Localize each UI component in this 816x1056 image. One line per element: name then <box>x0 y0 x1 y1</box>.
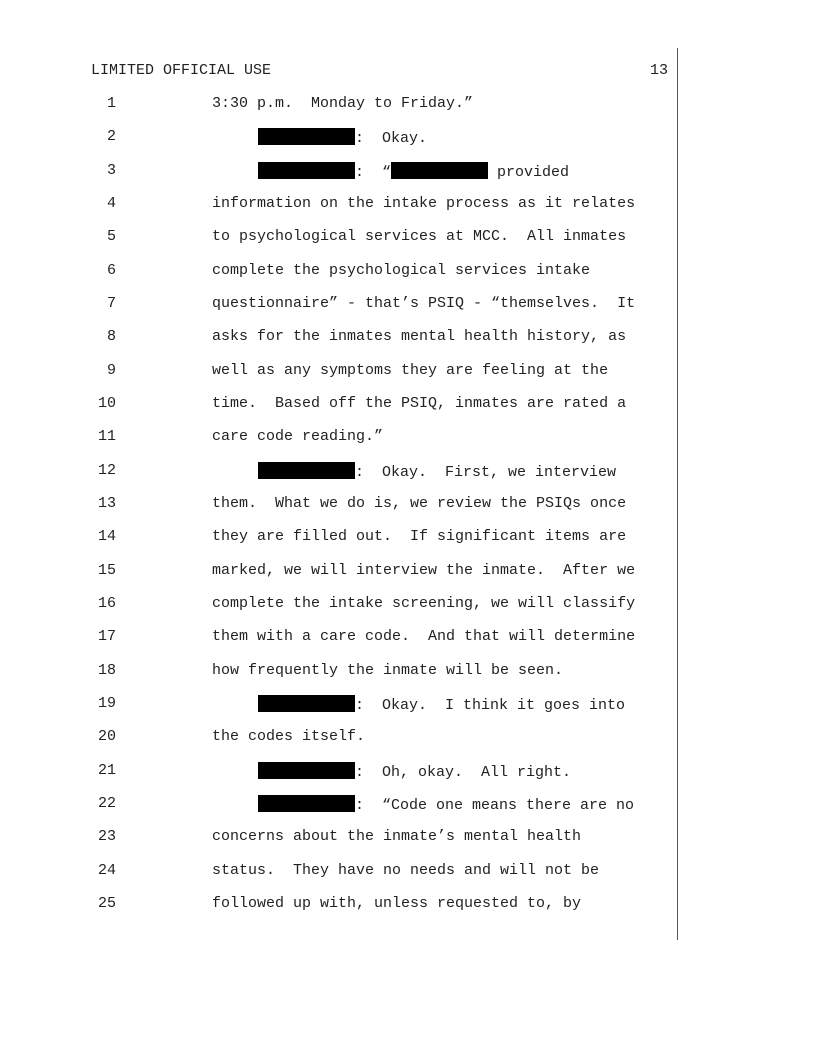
transcript-line <box>0 662 676 682</box>
transcript-line <box>0 362 676 382</box>
line-text: complete the intake screening, we will classify <box>212 595 636 612</box>
line-text: followed up with, unless requested to, by <box>212 895 582 912</box>
transcript-line <box>0 95 676 115</box>
line-number: 5 <box>106 228 116 245</box>
line-number: 3 <box>106 162 116 179</box>
line-number: 7 <box>106 295 116 312</box>
line-number: 8 <box>106 328 116 345</box>
line-text: time. Based off the PSIQ, inmates are rated a <box>212 395 627 412</box>
line-number: 6 <box>106 262 116 279</box>
line-number: 24 <box>97 862 116 879</box>
page-number: 13 <box>649 62 668 79</box>
transcript-line <box>0 128 676 148</box>
line-number: 14 <box>97 528 116 545</box>
line-text: asks for the inmates mental health history, as <box>212 328 627 345</box>
line-number: 13 <box>97 495 116 512</box>
transcript-line <box>0 195 676 215</box>
line-text: information on the intake process as it relates <box>212 195 636 212</box>
line-text: : “ <box>355 164 392 181</box>
speaker-line <box>258 762 571 781</box>
transcript-line <box>0 695 676 715</box>
redacted-speaker-name <box>258 795 355 812</box>
line-number: 18 <box>97 662 116 679</box>
transcript-line <box>0 762 676 782</box>
line-number: 9 <box>106 362 116 379</box>
redacted-speaker-name <box>258 695 355 712</box>
classification-header: LIMITED OFFICIAL USE <box>91 62 272 79</box>
speaker-line <box>258 795 634 814</box>
line-number: 12 <box>97 462 116 479</box>
line-number: 22 <box>97 795 116 812</box>
line-text: 3:30 p.m. Monday to Friday.” <box>212 95 474 112</box>
line-number: 10 <box>97 395 116 412</box>
redacted-speaker-name <box>258 462 355 479</box>
transcript-line <box>0 395 676 415</box>
transcript-line <box>0 795 676 815</box>
line-text: the codes itself. <box>212 728 366 745</box>
redacted-speaker-name <box>258 128 355 145</box>
transcript-line <box>0 228 676 248</box>
transcript-line <box>0 262 676 282</box>
line-number: 17 <box>97 628 116 645</box>
line-text: : Okay. I think it goes into <box>355 697 626 714</box>
line-number: 11 <box>97 428 116 445</box>
line-number: 25 <box>97 895 116 912</box>
line-text: how frequently the inmate will be seen. <box>212 662 564 679</box>
transcript-line <box>0 528 676 548</box>
line-text: : Okay. First, we interview <box>355 464 617 481</box>
line-text: : Okay. <box>355 130 428 147</box>
transcript-line <box>0 428 676 448</box>
line-text: concerns about the inmate’s mental health <box>212 828 582 845</box>
redacted-speaker-name <box>258 762 355 779</box>
line-number: 1 <box>106 95 116 112</box>
transcript-line <box>0 328 676 348</box>
line-number: 19 <box>97 695 116 712</box>
transcript-line <box>0 495 676 515</box>
line-number: 16 <box>97 595 116 612</box>
speaker-line <box>258 128 427 147</box>
transcript-line <box>0 862 676 882</box>
line-number: 4 <box>106 195 116 212</box>
transcript-line <box>0 828 676 848</box>
line-number: 15 <box>97 562 116 579</box>
line-text: them with a care code. And that will determine <box>212 628 636 645</box>
line-text: : “Code one means there are no <box>355 797 635 814</box>
line-text: they are filled out. If significant items are <box>212 528 627 545</box>
transcript-line <box>0 895 676 915</box>
line-text: complete the psychological services intake <box>212 262 591 279</box>
line-number: 23 <box>97 828 116 845</box>
line-text: : Oh, okay. All right. <box>355 764 572 781</box>
line-text: provided <box>488 164 570 181</box>
line-number: 21 <box>97 762 116 779</box>
line-text: to psychological services at MCC. All inmates <box>212 228 627 245</box>
transcript-line <box>0 162 676 182</box>
right-margin-rule <box>677 48 678 940</box>
redacted-name <box>391 162 488 179</box>
line-text: questionnaire” - that’s PSIQ - “themselves. It <box>212 295 636 312</box>
transcript-line <box>0 462 676 482</box>
transcript-line <box>0 295 676 315</box>
line-number: 20 <box>97 728 116 745</box>
transcript-line <box>0 728 676 748</box>
line-text: care code reading.” <box>212 428 384 445</box>
speaker-line <box>258 695 625 714</box>
line-text: them. What we do is, we review the PSIQs once <box>212 495 627 512</box>
line-text: status. They have no needs and will not be <box>212 862 600 879</box>
transcript-line <box>0 562 676 582</box>
line-text: well as any symptoms they are feeling at the <box>212 362 609 379</box>
line-number: 2 <box>106 128 116 145</box>
speaker-line <box>258 462 616 481</box>
line-text: marked, we will interview the inmate. After we <box>212 562 636 579</box>
redacted-speaker-name <box>258 162 355 179</box>
transcript-line <box>0 595 676 615</box>
transcript-line <box>0 628 676 648</box>
speaker-line <box>258 162 569 181</box>
